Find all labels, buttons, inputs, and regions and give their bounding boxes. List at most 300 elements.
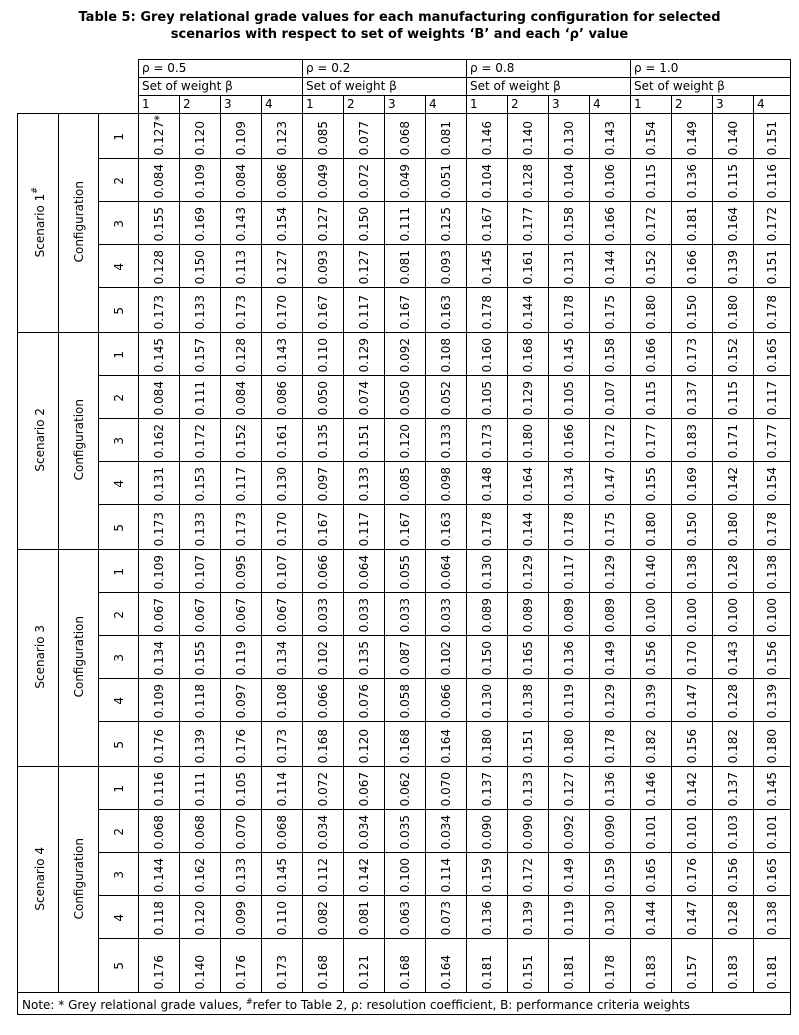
grade-value: 0.103 xyxy=(726,815,740,850)
grade-value-cell xyxy=(180,202,221,245)
configuration-number: 3 xyxy=(111,436,126,445)
grade-value: 0.171 xyxy=(726,424,740,459)
grade-value: 0.129 xyxy=(521,381,535,416)
grade-value-cell xyxy=(180,853,221,896)
grade-value: 0.131 xyxy=(152,467,166,502)
grade-value-cell xyxy=(221,333,262,376)
table-row xyxy=(18,636,791,679)
grade-value-cell xyxy=(508,505,549,550)
weight-number-header: 4 xyxy=(754,96,791,114)
grade-value-cell xyxy=(672,853,713,896)
grade-value-cell xyxy=(713,114,754,159)
grade-value-cell xyxy=(549,288,590,333)
grade-value: 0.165 xyxy=(765,858,779,893)
grade-value: 0.110 xyxy=(275,901,289,936)
grade-value-cell xyxy=(467,593,508,636)
grade-value-cell xyxy=(590,376,631,419)
grade-value: 0.180 xyxy=(480,729,494,764)
grade-value: 0.117 xyxy=(357,512,371,547)
grade-value-cell xyxy=(713,636,754,679)
table-row xyxy=(18,810,791,853)
grade-value-cell xyxy=(713,722,754,767)
grade-value: 0.085 xyxy=(316,121,330,156)
grade-value: 0.093 xyxy=(316,250,330,285)
grade-value-cell xyxy=(262,376,303,419)
grade-value: 0.067 xyxy=(152,598,166,633)
grade-value-cell xyxy=(713,550,754,593)
grade-value: 0.177 xyxy=(765,424,779,459)
grade-value-cell xyxy=(344,505,385,550)
grade-value: 0.129 xyxy=(521,555,535,590)
grade-value-cell xyxy=(221,245,262,288)
grade-value-cell xyxy=(549,462,590,505)
grade-value: 0.100 xyxy=(398,858,412,893)
grade-value: 0.125 xyxy=(439,207,453,242)
grade-value: 0.181 xyxy=(562,955,576,990)
grade-value-cell xyxy=(139,636,180,679)
grade-value: 0.108 xyxy=(275,684,289,719)
grade-value: 0.130 xyxy=(480,684,494,719)
grade-value: 0.109 xyxy=(152,684,166,719)
grade-value: 0.092 xyxy=(398,338,412,373)
grade-value: 0.173 xyxy=(275,955,289,990)
grade-value-cell xyxy=(631,679,672,722)
grade-value-cell xyxy=(262,462,303,505)
grade-value-cell xyxy=(426,114,467,159)
grade-value: 0.159 xyxy=(603,858,617,893)
grade-value: 0.067 xyxy=(357,772,371,807)
grade-value: 0.140 xyxy=(521,121,535,156)
grade-value: 0.151 xyxy=(521,729,535,764)
grade-value: 0.176 xyxy=(152,729,166,764)
grade-value-cell xyxy=(590,288,631,333)
grade-value: 0.133 xyxy=(521,772,535,807)
grade-value-cell xyxy=(262,853,303,896)
grade-value: 0.178 xyxy=(480,512,494,547)
grade-value-cell xyxy=(139,550,180,593)
grade-value: 0.149 xyxy=(603,641,617,676)
grade-value-cell xyxy=(754,376,791,419)
grade-value-cell xyxy=(180,896,221,939)
grade-value: 0.170 xyxy=(275,512,289,547)
scenario-label-cell xyxy=(18,333,59,550)
weight-number-header: 3 xyxy=(385,96,426,114)
weight-number-header: 3 xyxy=(221,96,262,114)
grade-value: 0.108 xyxy=(439,338,453,373)
grade-value-cell xyxy=(590,159,631,202)
rho-header: ρ = 0.8 xyxy=(467,60,631,78)
grade-value-cell xyxy=(631,593,672,636)
grade-value: 0.128 xyxy=(726,684,740,719)
scenario-footnote-mark: # xyxy=(29,186,39,194)
grade-value-cell xyxy=(713,245,754,288)
grade-value: 0.104 xyxy=(562,164,576,199)
grade-value-cell xyxy=(385,376,426,419)
grade-value: 0.143 xyxy=(234,207,248,242)
grade-value-cell xyxy=(262,419,303,462)
grade-value: 0.164 xyxy=(439,955,453,990)
configuration-number-cell xyxy=(99,462,139,505)
grade-value-cell xyxy=(385,462,426,505)
grade-value: 0.156 xyxy=(765,641,779,676)
grade-value-cell xyxy=(426,159,467,202)
grade-value-cell xyxy=(426,896,467,939)
grade-value: 0.183 xyxy=(644,955,658,990)
grade-value: 0.180 xyxy=(726,295,740,330)
note-footnote-mark: # xyxy=(245,997,253,1007)
grade-value-cell xyxy=(631,288,672,333)
grade-value-cell xyxy=(590,202,631,245)
grade-value: 0.090 xyxy=(480,815,494,850)
scenario-name: Scenario 4 xyxy=(32,846,47,911)
grade-value-cell xyxy=(344,333,385,376)
grade-value-cell xyxy=(303,939,344,993)
grade-value-cell xyxy=(713,333,754,376)
grade-value: 0.173 xyxy=(685,338,699,373)
weight-number-header: 1 xyxy=(303,96,344,114)
grade-value-cell xyxy=(631,939,672,993)
grade-value: 0.128 xyxy=(726,555,740,590)
grade-value: 0.136 xyxy=(685,164,699,199)
grade-value: 0.086 xyxy=(275,164,289,199)
grade-value-cell xyxy=(549,550,590,593)
grade-value-cell xyxy=(262,810,303,853)
grade-value-cell xyxy=(754,679,791,722)
grade-value-cell xyxy=(180,376,221,419)
grade-value-cell xyxy=(508,896,549,939)
grade-value: 0.180 xyxy=(765,729,779,764)
grade-value: 0.139 xyxy=(644,684,658,719)
grade-value: 0.139 xyxy=(726,250,740,285)
grade-value: 0.058 xyxy=(398,684,412,719)
grade-value: 0.109 xyxy=(193,164,207,199)
grade-value-cell xyxy=(631,419,672,462)
grade-value-cell xyxy=(303,159,344,202)
grade-value-cell xyxy=(754,505,791,550)
grade-value-cell xyxy=(590,853,631,896)
grade-value-cell xyxy=(713,810,754,853)
grade-value: 0.064 xyxy=(357,555,371,590)
weight-number-header: 2 xyxy=(672,96,713,114)
grade-value-cell xyxy=(672,159,713,202)
grade-value: 0.178 xyxy=(765,512,779,547)
grade-value: 0.143 xyxy=(603,121,617,156)
grade-value-cell xyxy=(221,550,262,593)
grade-value: 0.173 xyxy=(234,295,248,330)
grade-value: 0.142 xyxy=(726,467,740,502)
grade-value-cell xyxy=(385,288,426,333)
grade-value-cell xyxy=(385,767,426,810)
grade-value-cell xyxy=(262,550,303,593)
scenario-label xyxy=(30,625,47,689)
grade-value: 0.121 xyxy=(357,955,371,990)
grade-value-cell xyxy=(467,679,508,722)
grade-value-cell xyxy=(426,462,467,505)
configuration-number-cell xyxy=(99,419,139,462)
configuration-number-cell xyxy=(99,679,139,722)
grade-value-cell xyxy=(508,333,549,376)
grade-value-cell xyxy=(139,419,180,462)
grade-value: 0.100 xyxy=(644,598,658,633)
grade-value: 0.107 xyxy=(275,555,289,590)
grade-value: 0.034 xyxy=(357,815,371,850)
grade-value-cell xyxy=(303,245,344,288)
configuration-number: 3 xyxy=(111,653,126,662)
grade-value-cell xyxy=(139,679,180,722)
scenario-name: Scenario 1 xyxy=(32,193,47,257)
grade-value: 0.090 xyxy=(603,815,617,850)
table-row xyxy=(18,419,791,462)
grade-value: 0.172 xyxy=(521,858,535,893)
grade-value-cell xyxy=(139,114,180,159)
grade-value: 0.067 xyxy=(234,598,248,633)
grade-value-cell xyxy=(713,288,754,333)
grade-value: 0.064 xyxy=(439,555,453,590)
grade-value-cell xyxy=(508,245,549,288)
grade-value-cell xyxy=(426,767,467,810)
grade-value-cell xyxy=(180,767,221,810)
grade-value-cell xyxy=(754,333,791,376)
grade-value: 0.134 xyxy=(562,467,576,502)
grade-value-cell xyxy=(754,159,791,202)
grade-value-cell xyxy=(344,636,385,679)
grade-value: 0.168 xyxy=(398,729,412,764)
grade-value: 0.115 xyxy=(644,164,658,199)
configuration-number: 4 xyxy=(111,262,126,271)
configuration-number: 5 xyxy=(111,523,126,532)
grade-value-cell xyxy=(180,593,221,636)
grade-value-cell xyxy=(754,810,791,853)
grade-value-cell xyxy=(713,462,754,505)
grade-value-cell xyxy=(426,550,467,593)
grade-value: 0.137 xyxy=(685,381,699,416)
table-row xyxy=(18,333,791,376)
grade-value: 0.127 xyxy=(316,207,330,242)
grade-value: 0.175 xyxy=(603,295,617,330)
grade-value: 0.177 xyxy=(521,207,535,242)
grade-value-cell xyxy=(754,853,791,896)
grade-value: 0.068 xyxy=(275,815,289,850)
grade-value: 0.115 xyxy=(644,381,658,416)
grade-value: 0.089 xyxy=(480,598,494,633)
configuration-number: 2 xyxy=(111,827,126,836)
grade-value-cell xyxy=(672,202,713,245)
grade-value-cell xyxy=(262,288,303,333)
grade-value: 0.140 xyxy=(644,555,658,590)
grade-value-cell xyxy=(303,767,344,810)
grade-value-cell xyxy=(549,202,590,245)
table-row xyxy=(18,939,791,993)
configuration-number: 5 xyxy=(111,962,126,970)
grade-value-cell xyxy=(344,376,385,419)
grade-value: 0.111 xyxy=(398,207,412,242)
grade-value-cell xyxy=(467,896,508,939)
grade-value: 0.158 xyxy=(603,338,617,373)
grade-value-cell xyxy=(590,505,631,550)
grade-value-cell xyxy=(467,376,508,419)
grade-value: 0.089 xyxy=(521,598,535,633)
weight-number-header: 4 xyxy=(590,96,631,114)
grade-value-cell xyxy=(262,202,303,245)
configuration-label: Configuration xyxy=(71,399,86,481)
grade-value: 0.066 xyxy=(316,555,330,590)
grade-value: 0.133 xyxy=(357,467,371,502)
grade-value: 0.139 xyxy=(193,729,207,764)
grade-value-cell xyxy=(221,896,262,939)
header-blank xyxy=(18,60,139,114)
grade-value-cell xyxy=(713,202,754,245)
grade-value-cell xyxy=(139,376,180,419)
grade-value-cell xyxy=(508,767,549,810)
grade-value: 0.181 xyxy=(685,207,699,242)
grade-value: 0.085 xyxy=(398,467,412,502)
grade-value: 0.167 xyxy=(398,295,412,330)
grade-value: 0.129 xyxy=(357,338,371,373)
grade-value: 0.149 xyxy=(685,121,699,156)
configuration-number-cell xyxy=(99,767,139,810)
grade-value: 0.165 xyxy=(765,338,779,373)
grade-value: 0.072 xyxy=(357,164,371,199)
grade-value-cell xyxy=(180,462,221,505)
grade-value-cell xyxy=(754,722,791,767)
grade-value: 0.081 xyxy=(439,121,453,156)
grade-value-cell xyxy=(508,810,549,853)
grade-value: 0.142 xyxy=(357,858,371,893)
grade-value: 0.157 xyxy=(193,338,207,373)
grade-value: 0.100 xyxy=(726,598,740,633)
grade-value: 0.153 xyxy=(193,467,207,502)
grade-value: 0.119 xyxy=(562,684,576,719)
grade-value: 0.067 xyxy=(275,598,289,633)
grade-value: 0.076 xyxy=(357,684,371,719)
grade-value: 0.156 xyxy=(644,641,658,676)
grade-value-cell xyxy=(221,505,262,550)
table-row xyxy=(18,288,791,333)
grade-value-cell xyxy=(221,462,262,505)
grade-value: 0.178 xyxy=(603,729,617,764)
grade-value: 0.176 xyxy=(685,858,699,893)
grade-value-cell xyxy=(303,722,344,767)
grade-value: 0.166 xyxy=(644,338,658,373)
grade-value: 0.152 xyxy=(234,424,248,459)
grade-value-cell xyxy=(549,767,590,810)
grade-value-cell xyxy=(631,896,672,939)
configuration-number: 3 xyxy=(111,219,126,228)
grade-value: 0.183 xyxy=(726,955,740,990)
table-row xyxy=(18,202,791,245)
grade-value-cell xyxy=(590,679,631,722)
grade-value-cell xyxy=(672,810,713,853)
grade-value: 0.178 xyxy=(480,295,494,330)
grade-value-cell xyxy=(221,853,262,896)
grade-value: 0.173 xyxy=(152,295,166,330)
grade-value-cell xyxy=(180,722,221,767)
grade-value: 0.081 xyxy=(398,250,412,285)
grade-value-cell xyxy=(426,245,467,288)
weight-number-header: 1 xyxy=(139,96,180,114)
grade-value: 0.152 xyxy=(726,338,740,373)
grade-value-cell xyxy=(139,462,180,505)
grade-value: 0.100 xyxy=(685,598,699,633)
grade-value: 0.180 xyxy=(562,729,576,764)
grade-value: 0.133 xyxy=(193,295,207,330)
grade-value-cell xyxy=(713,679,754,722)
grade-value-cell xyxy=(590,767,631,810)
configuration-number-cell xyxy=(99,288,139,333)
grade-value: 0.116 xyxy=(765,164,779,199)
grade-value-cell xyxy=(262,896,303,939)
grade-value-cell xyxy=(385,245,426,288)
weight-number-header: 2 xyxy=(344,96,385,114)
grade-value-cell xyxy=(672,636,713,679)
grade-value-cell xyxy=(344,939,385,993)
configuration-number-cell xyxy=(99,896,139,939)
grade-value-cell xyxy=(508,550,549,593)
grade-value: 0.109 xyxy=(152,555,166,590)
grade-value: 0.135 xyxy=(357,641,371,676)
grade-value: 0.178 xyxy=(562,295,576,330)
grade-value: 0.050 xyxy=(316,381,330,416)
grade-value-cell xyxy=(262,159,303,202)
grade-value-cell xyxy=(631,810,672,853)
grade-value-cell xyxy=(713,767,754,810)
grade-value: 0.182 xyxy=(726,729,740,764)
grade-value: 0.173 xyxy=(480,424,494,459)
grade-value: 0.146 xyxy=(480,121,494,156)
grade-value-cell xyxy=(549,505,590,550)
grade-value: 0.134 xyxy=(275,641,289,676)
note-text-1: Note: * Grey relational grade values, xyxy=(22,998,246,1013)
grade-value-cell xyxy=(672,593,713,636)
table-row xyxy=(18,679,791,722)
grade-value-cell xyxy=(508,679,549,722)
weight-set-header: Set of weight β xyxy=(467,78,631,96)
grade-value-cell xyxy=(672,679,713,722)
configuration-number-cell xyxy=(99,376,139,419)
grade-value: 0.115 xyxy=(726,381,740,416)
grade-value: 0.161 xyxy=(275,424,289,459)
grade-value-cell xyxy=(344,896,385,939)
note-row xyxy=(18,993,791,1015)
grade-value-cell xyxy=(344,679,385,722)
grade-value: 0.098 xyxy=(439,467,453,502)
grade-value: 0.176 xyxy=(152,955,166,990)
grade-value-cell xyxy=(467,114,508,159)
grade-value: 0.070 xyxy=(439,772,453,807)
grade-value-cell xyxy=(426,376,467,419)
grade-value-cell xyxy=(344,462,385,505)
grade-value-cell xyxy=(754,896,791,939)
grade-value: 0.163 xyxy=(439,512,453,547)
grade-value: 0.129 xyxy=(603,684,617,719)
grade-value-cell xyxy=(385,939,426,993)
configuration-number-cell xyxy=(99,333,139,376)
grade-value: 0.145 xyxy=(480,250,494,285)
configuration-number-cell xyxy=(99,939,139,993)
table-note xyxy=(18,993,791,1015)
configuration-number: 1 xyxy=(111,350,126,359)
grade-value: 0.162 xyxy=(152,424,166,459)
grade-value: 0.150 xyxy=(685,512,699,547)
grade-value: 0.105 xyxy=(234,772,248,807)
grade-value: 0.180 xyxy=(726,512,740,547)
grade-value-cell xyxy=(631,853,672,896)
grade-value: 0.073 xyxy=(439,901,453,936)
grade-value: 0.139 xyxy=(521,901,535,936)
grade-value-cell xyxy=(754,419,791,462)
grade-value: 0.128 xyxy=(726,901,740,936)
grade-value-cell xyxy=(139,159,180,202)
